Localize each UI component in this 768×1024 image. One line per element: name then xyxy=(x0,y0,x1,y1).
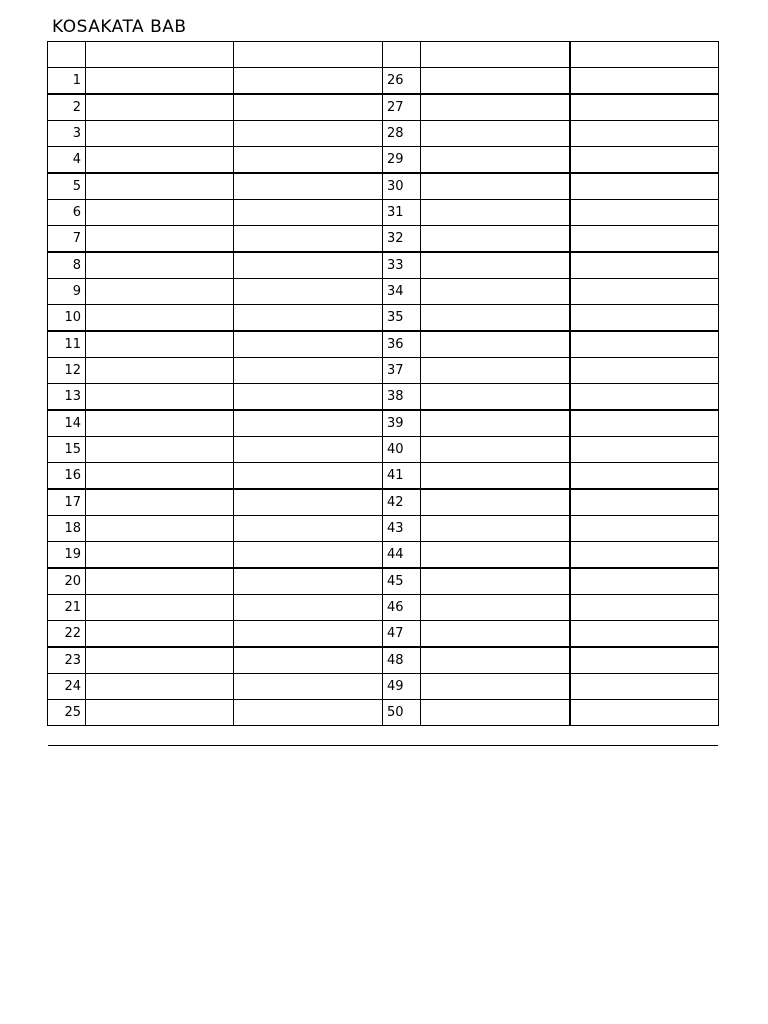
answer-cell-right[interactable] xyxy=(570,542,719,569)
vocab-word-left xyxy=(86,94,234,121)
row-number-right: 36 xyxy=(383,331,421,358)
table-row xyxy=(48,279,719,305)
vocab-word-left xyxy=(86,305,234,332)
answer-cell-left[interactable] xyxy=(234,621,383,648)
row-number-left: 10 xyxy=(48,305,86,332)
table-row xyxy=(48,621,719,648)
vocab-word-left xyxy=(86,647,234,674)
row-number-right: 47 xyxy=(383,621,421,648)
row-number-right: 46 xyxy=(383,595,421,621)
row-number-left: 15 xyxy=(48,437,86,463)
answer-cell-left[interactable] xyxy=(234,68,383,95)
row-number-right: 50 xyxy=(383,700,421,726)
answer-cell-right[interactable] xyxy=(570,147,719,174)
table-row xyxy=(48,516,719,542)
row-number-left: 12 xyxy=(48,358,86,384)
row-number-right: 38 xyxy=(383,384,421,411)
header-number-right xyxy=(383,42,421,68)
answer-cell-left[interactable] xyxy=(234,173,383,200)
vocab-word-right xyxy=(421,621,570,648)
row-number-left: 11 xyxy=(48,331,86,358)
row-number-left: 7 xyxy=(48,226,86,253)
vocab-word-left xyxy=(86,568,234,595)
answer-cell-left[interactable] xyxy=(234,252,383,279)
answer-cell-right[interactable] xyxy=(570,173,719,200)
answer-cell-left[interactable] xyxy=(234,463,383,490)
row-number-right: 31 xyxy=(383,200,421,226)
row-number-right: 40 xyxy=(383,437,421,463)
answer-cell-right[interactable] xyxy=(570,331,719,358)
row-number-right: 37 xyxy=(383,358,421,384)
row-number-right: 32 xyxy=(383,226,421,253)
row-number-left: 8 xyxy=(48,252,86,279)
vocab-word-right xyxy=(421,305,570,332)
row-number-left: 25 xyxy=(48,700,86,726)
vocab-word-right xyxy=(421,121,570,147)
answer-cell-left[interactable] xyxy=(234,200,383,226)
vocab-word-right xyxy=(421,595,570,621)
answer-cell-right[interactable] xyxy=(570,700,719,726)
row-number-right: 41 xyxy=(383,463,421,490)
vocab-word-right xyxy=(421,542,570,569)
answer-cell-left[interactable] xyxy=(234,542,383,569)
table-row xyxy=(48,121,719,147)
row-number-left: 3 xyxy=(48,121,86,147)
table-row xyxy=(48,173,719,200)
table-row xyxy=(48,568,719,595)
answer-cell-right[interactable] xyxy=(570,437,719,463)
header-word-right xyxy=(421,42,570,68)
row-number-right: 49 xyxy=(383,674,421,700)
vocab-word-left xyxy=(86,437,234,463)
table-row xyxy=(48,674,719,700)
vocab-word-left xyxy=(86,489,234,516)
row-number-right: 30 xyxy=(383,173,421,200)
vocab-word-left xyxy=(86,173,234,200)
answer-cell-right[interactable] xyxy=(570,200,719,226)
answer-cell-left[interactable] xyxy=(234,516,383,542)
vocab-word-right xyxy=(421,437,570,463)
vocab-word-right xyxy=(421,463,570,490)
row-number-left: 13 xyxy=(48,384,86,411)
row-number-right: 48 xyxy=(383,647,421,674)
row-number-left: 21 xyxy=(48,595,86,621)
answer-cell-left[interactable] xyxy=(234,331,383,358)
vocab-word-right xyxy=(421,94,570,121)
answer-cell-left[interactable] xyxy=(234,226,383,253)
row-number-left: 17 xyxy=(48,489,86,516)
header-answer-right xyxy=(570,42,719,68)
vocab-word-right xyxy=(421,700,570,726)
row-number-left: 14 xyxy=(48,410,86,437)
vocab-word-left xyxy=(86,542,234,569)
answer-cell-left[interactable] xyxy=(234,147,383,174)
vocab-word-right xyxy=(421,674,570,700)
answer-cell-right[interactable] xyxy=(570,279,719,305)
vocab-word-left xyxy=(86,516,234,542)
table-row xyxy=(48,68,719,95)
row-number-left: 22 xyxy=(48,621,86,648)
answer-cell-left[interactable] xyxy=(234,384,383,411)
vocab-word-right xyxy=(421,568,570,595)
header-number-left xyxy=(48,42,86,68)
row-number-right: 27 xyxy=(383,94,421,121)
vocab-word-right xyxy=(421,384,570,411)
row-number-left: 23 xyxy=(48,647,86,674)
row-number-right: 28 xyxy=(383,121,421,147)
answer-cell-right[interactable] xyxy=(570,226,719,253)
row-number-right: 43 xyxy=(383,516,421,542)
vocab-word-left xyxy=(86,384,234,411)
vocabulary-table xyxy=(47,41,719,726)
answer-cell-left[interactable] xyxy=(234,94,383,121)
vocab-word-right xyxy=(421,68,570,95)
table-row xyxy=(48,384,719,411)
bottom-divider-line xyxy=(48,745,718,746)
vocab-word-right xyxy=(421,358,570,384)
row-number-left: 1 xyxy=(48,68,86,95)
vocab-word-right xyxy=(421,226,570,253)
table-row xyxy=(48,200,719,226)
answer-cell-left[interactable] xyxy=(234,568,383,595)
vocab-word-left xyxy=(86,700,234,726)
answer-cell-right[interactable] xyxy=(570,68,719,95)
vocab-word-right xyxy=(421,279,570,305)
vocab-word-left xyxy=(86,621,234,648)
row-number-left: 2 xyxy=(48,94,86,121)
vocab-word-right xyxy=(421,147,570,174)
answer-cell-right[interactable] xyxy=(570,595,719,621)
row-number-right: 34 xyxy=(383,279,421,305)
vocab-word-left xyxy=(86,463,234,490)
answer-cell-right[interactable] xyxy=(570,516,719,542)
row-number-right: 42 xyxy=(383,489,421,516)
row-number-right: 29 xyxy=(383,147,421,174)
answer-cell-right[interactable] xyxy=(570,647,719,674)
header-answer-left xyxy=(234,42,383,68)
vocab-word-right xyxy=(421,331,570,358)
vocab-word-left xyxy=(86,331,234,358)
table-row xyxy=(48,226,719,253)
answer-cell-right[interactable] xyxy=(570,489,719,516)
answer-cell-right[interactable] xyxy=(570,384,719,411)
table-row xyxy=(48,489,719,516)
row-number-left: 4 xyxy=(48,147,86,174)
table-row xyxy=(48,463,719,490)
row-number-left: 5 xyxy=(48,173,86,200)
vocab-word-right xyxy=(421,200,570,226)
vocab-word-left xyxy=(86,121,234,147)
table-header-row xyxy=(48,42,719,68)
answer-cell-right[interactable] xyxy=(570,358,719,384)
table-row xyxy=(48,410,719,437)
table-body xyxy=(48,68,719,726)
answer-cell-left[interactable] xyxy=(234,647,383,674)
vocab-word-left xyxy=(86,147,234,174)
answer-cell-right[interactable] xyxy=(570,410,719,437)
answer-cell-right[interactable] xyxy=(570,621,719,648)
answer-cell-left[interactable] xyxy=(234,279,383,305)
answer-cell-right[interactable] xyxy=(570,568,719,595)
row-number-right: 44 xyxy=(383,542,421,569)
table-row xyxy=(48,700,719,726)
vocab-word-right xyxy=(421,516,570,542)
table-row xyxy=(48,437,719,463)
vocab-word-right xyxy=(421,489,570,516)
answer-cell-left[interactable] xyxy=(234,700,383,726)
vocab-word-left xyxy=(86,279,234,305)
row-number-right: 45 xyxy=(383,568,421,595)
answer-cell-right[interactable] xyxy=(570,674,719,700)
answer-cell-left[interactable] xyxy=(234,305,383,332)
row-number-left: 6 xyxy=(48,200,86,226)
answer-cell-right[interactable] xyxy=(570,463,719,490)
answer-cell-right[interactable] xyxy=(570,121,719,147)
table-row xyxy=(48,147,719,174)
answer-cell-right[interactable] xyxy=(570,305,719,332)
answer-cell-left[interactable] xyxy=(234,595,383,621)
table-row xyxy=(48,595,719,621)
vocab-word-left xyxy=(86,200,234,226)
vocab-word-left xyxy=(86,595,234,621)
vocab-word-right xyxy=(421,410,570,437)
vocab-word-left xyxy=(86,674,234,700)
row-number-right: 26 xyxy=(383,68,421,95)
table-row xyxy=(48,252,719,279)
row-number-left: 18 xyxy=(48,516,86,542)
answer-cell-left[interactable] xyxy=(234,489,383,516)
table-row xyxy=(48,94,719,121)
vocab-word-right xyxy=(421,252,570,279)
vocab-word-right xyxy=(421,647,570,674)
row-number-left: 24 xyxy=(48,674,86,700)
table-row xyxy=(48,358,719,384)
table-row xyxy=(48,542,719,569)
answer-cell-left[interactable] xyxy=(234,437,383,463)
worksheet-title: KOSAKATA BAB xyxy=(52,17,187,37)
row-number-left: 20 xyxy=(48,568,86,595)
row-number-left: 9 xyxy=(48,279,86,305)
answer-cell-left[interactable] xyxy=(234,410,383,437)
vocab-word-right xyxy=(421,173,570,200)
table-row xyxy=(48,647,719,674)
row-number-right: 35 xyxy=(383,305,421,332)
vocab-word-left xyxy=(86,68,234,95)
vocab-word-left xyxy=(86,226,234,253)
table-row xyxy=(48,331,719,358)
answer-cell-left[interactable] xyxy=(234,121,383,147)
row-number-left: 19 xyxy=(48,542,86,569)
header-word-left xyxy=(86,42,234,68)
vocab-word-left xyxy=(86,252,234,279)
vocab-word-left xyxy=(86,358,234,384)
row-number-left: 16 xyxy=(48,463,86,490)
vocab-word-left xyxy=(86,410,234,437)
answer-cell-left[interactable] xyxy=(234,358,383,384)
answer-cell-right[interactable] xyxy=(570,94,719,121)
row-number-right: 39 xyxy=(383,410,421,437)
table-row xyxy=(48,305,719,332)
answer-cell-right[interactable] xyxy=(570,252,719,279)
row-number-right: 33 xyxy=(383,252,421,279)
answer-cell-left[interactable] xyxy=(234,674,383,700)
